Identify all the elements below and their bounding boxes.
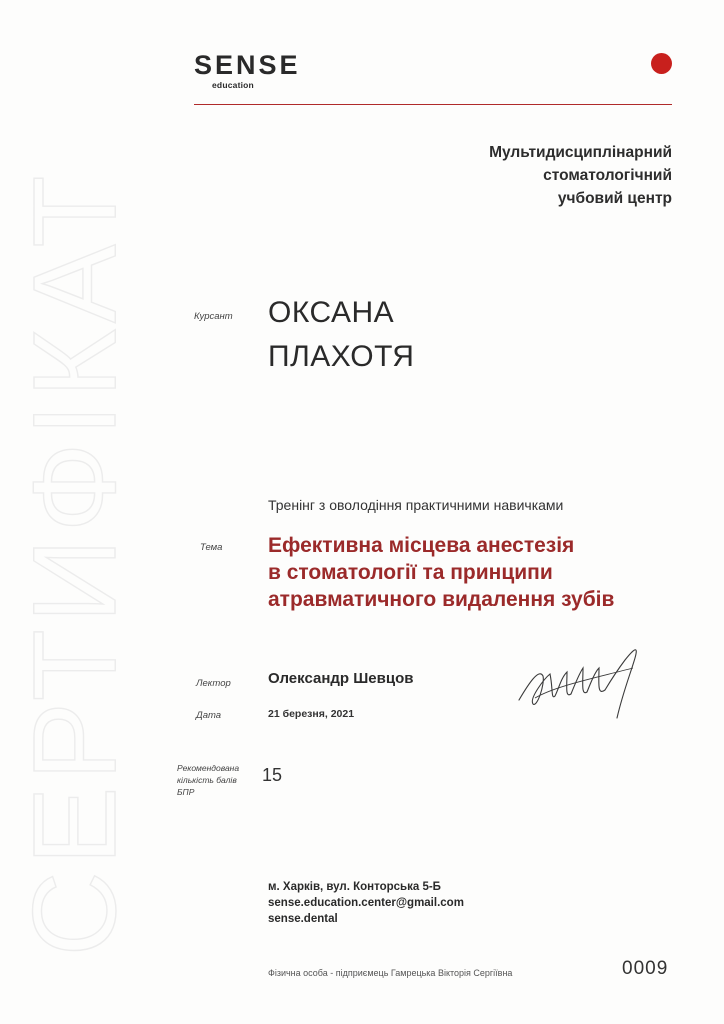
certificate-number: 0009 <box>622 958 669 979</box>
points-label-line-3: БПР <box>177 787 195 797</box>
website: sense.dental <box>268 913 338 925</box>
date-value: 21 березня, 2021 <box>268 708 355 720</box>
student-last-name: ПЛАХОТЯ <box>268 340 415 373</box>
date-label: Дата <box>196 710 222 721</box>
student-first-name: ОКСАНА <box>268 296 395 329</box>
center-title-line-1: Мультидисциплінарний <box>489 144 672 161</box>
lecturer-label: Лектор <box>196 678 231 689</box>
center-title-line-3: учбовий центр <box>557 190 672 207</box>
topic-line-2: в стоматології та принципи <box>268 561 553 584</box>
logo-subtitle: education <box>212 80 254 90</box>
points-label-line-1: Рекомендована <box>177 763 240 773</box>
points-value: 15 <box>262 765 283 785</box>
certificate-watermark: СЕРТИФІКАТ <box>9 169 141 957</box>
lecturer-signature <box>515 638 650 723</box>
topic-line-1: Ефективна місцева анестезія <box>268 534 575 557</box>
topic-line-3: атравматичного видалення зубів <box>268 588 615 611</box>
header-divider <box>194 104 672 105</box>
red-dot-icon <box>651 53 672 74</box>
lecturer-name: Олександр Шевцов <box>268 670 414 687</box>
center-title-line-2: стоматологічний <box>543 167 672 184</box>
address-line: м. Харків, вул. Конторська 5-Б <box>268 881 441 893</box>
points-label <box>177 762 239 798</box>
points-label-line-2: кількість балів <box>177 775 237 785</box>
entrepreneur-line: Фізична особа - підприємець Гамрецька Вікторія Сергіївна <box>268 968 513 978</box>
logo-name: SENSE <box>194 50 301 80</box>
topic-label: Тема <box>200 542 223 553</box>
student-label: Курсант <box>194 311 233 322</box>
training-title: Тренінг з оволодіння практичними навичками <box>268 497 564 513</box>
email-address: sense.education.center@gmail.com <box>268 897 464 909</box>
